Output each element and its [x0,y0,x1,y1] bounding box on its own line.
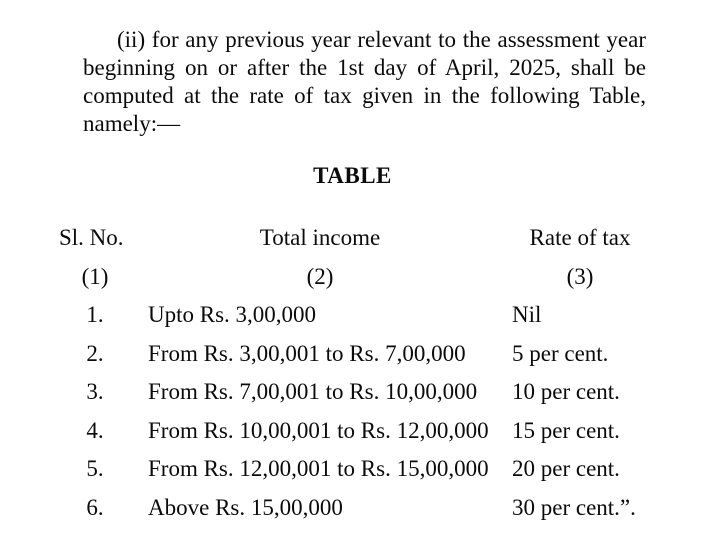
paragraph-line: beginning on or after the 1st day of April, 2025, shall be [83,55,646,80]
table-cell-rate-of-tax: 20 per cent. [512,456,620,481]
table-cell-total-income: Upto Rs. 3,00,000 [148,302,317,327]
paragraph-line: computed at the rate of tax given in the following Table, [83,83,646,108]
paragraph-line: namely:— [83,111,181,136]
column-header-total-income: Total income [259,225,381,250]
table-cell-sl-no: 6. [86,494,104,520]
table-title: TABLE [313,163,392,188]
table-cell-total-income: From Rs. 3,00,001 to Rs. 7,00,000 [148,340,466,366]
table-cell-total-income: Above Rs. 15,00,000 [148,494,343,520]
table-cell-total-income: From Rs. 10,00,001 to Rs. 12,00,000 [148,417,489,443]
table-cell-sl-no: 1. [86,302,104,327]
table-cell-sl-no: 3. [86,379,104,404]
table-cell-sl-no: 4. [86,417,104,443]
table-cell-rate-of-tax: Nil [512,302,542,327]
paragraph-line: (ii) for any previous year relevant to the assessment year [117,27,646,52]
table-cell-rate-of-tax: 10 per cent. [512,379,620,404]
column-number: (3) [566,263,594,289]
table-cell-total-income: From Rs. 12,00,001 to Rs. 15,00,000 [148,456,489,481]
table-cell-sl-no: 5. [86,456,104,481]
table-cell-rate-of-tax: 5 per cent. [512,340,609,366]
column-number: (1) [81,263,109,289]
column-header-sl-no: Sl. No. [59,225,124,250]
table-cell-rate-of-tax: 15 per cent. [512,417,620,443]
tax-rate-table [55,224,655,532]
table-cell-sl-no: 2. [86,340,104,366]
table-cell-rate-of-tax: 30 per cent.”. [512,494,636,520]
clause-paragraph [83,26,646,138]
column-number: (2) [306,263,334,289]
column-header-rate-of-tax: Rate of tax [529,225,631,250]
table-cell-total-income: From Rs. 7,00,001 to Rs. 10,00,000 [148,379,478,404]
